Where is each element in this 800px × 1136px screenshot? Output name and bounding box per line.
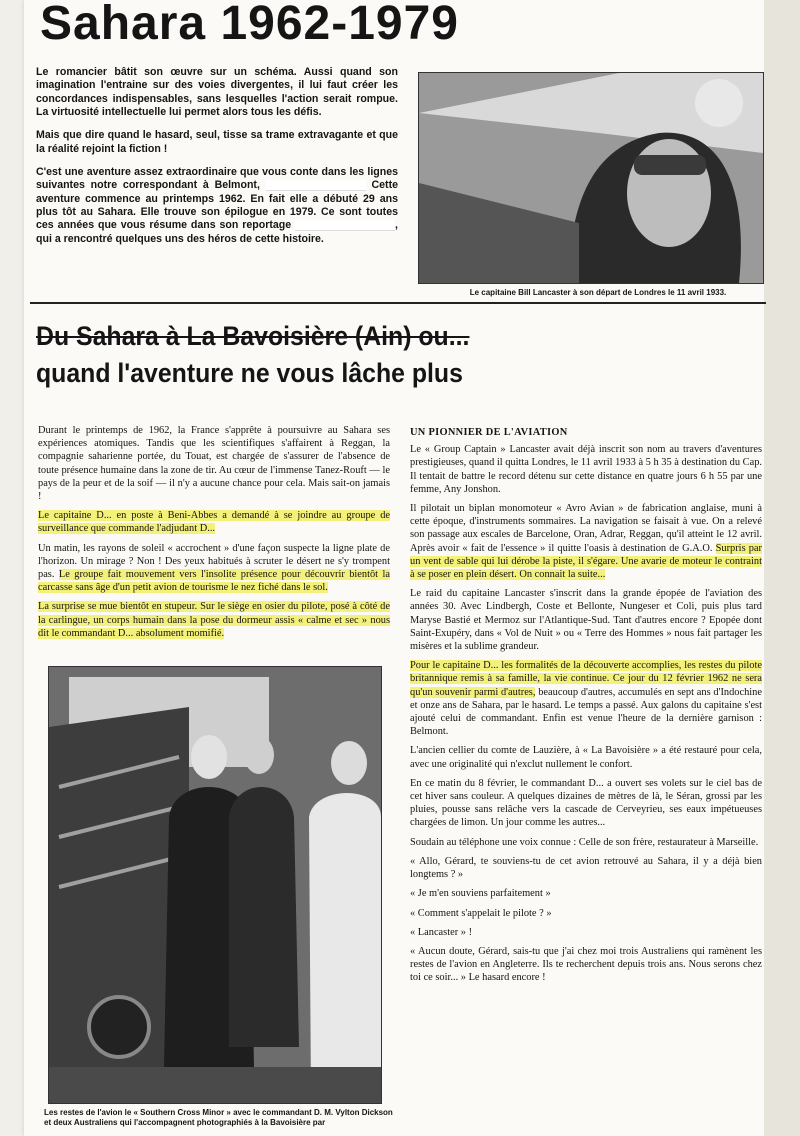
- article-paragraph: [38, 509, 390, 535]
- intro-text: C'est une aventure assez extraordinaire que vous conte dans les lignes suivantes notre correspondant à Belmont,: [36, 166, 398, 192]
- article-paragraph: Le « Group Captain » Lancaster avait déjà inscrit son nom au travers d'aventures prestigieuses, quand il quitta Londres, le 11 avril 1933 à 5 h 35 à destination du Cap. Il tentait de battre le record détenu sur cette distance en quatre jours 6 h 55 par une femme, Any Jonshon.: [410, 444, 762, 495]
- group-photo-caption: Les restes de l'avion le « Southern Cross Minor » avec le commandant D. M. Vylton Dickson et deux Australiens qui l'accompagnent photographiés à la Bavoisière par: [44, 1108, 393, 1127]
- article-headline: [36, 318, 698, 393]
- pilot-photo-caption: Le capitaine Bill Lancaster à son départ de Londres le 11 avril 1933.: [469, 288, 727, 297]
- section-heading: UN PIONNIER DE L'AVIATION: [410, 427, 568, 438]
- article-paragraph: [38, 600, 390, 640]
- dialogue-line: « Je m'en souviens parfaitement »: [410, 888, 551, 900]
- highlighted-text: Pour le capitaine D... les formalités de la découverte accomplies, les restes du pilote britannique remis à sa famille, la vie continue. Ce jour du 12 février 1962 ne sera qu'un souvenir parmi d'autres,: [410, 660, 762, 698]
- article-paragraph: [410, 659, 762, 738]
- highlighted-text: Le groupe fait mouvement vers l'insolite présence pour découvrir bientôt la carcasse sans âge d'un petit avion de tourisme le nez fiché dans le sol.: [38, 569, 390, 594]
- redacted-name: [266, 180, 366, 191]
- article-text: Un matin, les rayons de soleil « accrochent » d'une façon suspecte la ligne plate de l'horizon. Un mirage ? Non ! Des yeux habitués à scruter le désert ne s'y trompent pas.: [38, 542, 390, 581]
- article-column-right: [410, 426, 762, 991]
- article-paragraph: [410, 502, 762, 581]
- scan-margin: [764, 0, 800, 1136]
- intro-text: Cette aventure commence au printemps 1962. En fait elle a débuté 29 ans plus tôt au Sahara. Elle trouve son épilogue en 1979. Ce sont toutes ces années que vous résume dans son reportage: [36, 179, 398, 232]
- dialogue-line: « Aucun doute, Gérard, sais-tu que j'ai chez moi trois Australiens qui ramènent les restes de l'avion en Angleterre. Ils te recherchent depuis trois ans. Nous serons chez toi ce soir... » Le hasard encore !: [410, 945, 762, 984]
- intro-paragraph: Le romancier bâtit son œuvre sur un schéma. Aussi quand son imagination l'entraine sur des voies divergentes, il lui faut créer les concordances indispensables, sans lesquelles l'action serait rompue. La virtuosité intellectuelle lui permet alors tous les défis.: [36, 66, 398, 119]
- article-text: Il pilotait un biplan monomoteur « Avro Avian » de fabrication anglaise, muni à cette époque, d'instruments sommaires. La navigation se faisait à vue. On a relevé son passage aux escales de Barcelone, Oran, Adrar, Reggan, qu'il atteint le 12 avril. Après avoir « fait de l'essence » il quitte l'oasis à destination de G.A.O.: [410, 503, 762, 554]
- article-paragraph: L'ancien cellier du comte de Lauzière, à « La Bavoisière » a été restauré pour cela, avec une originalité qui n'exclut nullement le confort.: [410, 745, 762, 770]
- pilot-photo: [418, 72, 764, 284]
- dialogue-line: « Comment s'appelait le pilote ? »: [410, 907, 552, 919]
- redacted-name: [295, 220, 395, 231]
- highlighted-text: La surprise se mue bientôt en stupeur. Sur le siège en osier du pilote, posé à côté de la carlingue, un corps humain dans la pose du dormeur assis « calme et sec » nous dit le commandant D... absolument momifié.: [38, 601, 390, 639]
- article-paragraph: Le raid du capitaine Lancaster s'inscrit dans la grande épopée de l'aviation des années 30. Avec Lindbergh, Coste et Bellonte, Nungeser et Coli, puis plus tard Maryse Bastié et Mermoz sur l'Atlantique-Sud. Tant d'autres encore ? Epopée dont Saint-Exupéry, dans « Vol de Nuit » ou « Terre des Hommes » nous fait partager les misères et la sublime grandeur.: [410, 588, 762, 653]
- headline-line-2: quand l'aventure ne vous lâche plus: [36, 358, 463, 389]
- article-paragraph: Soudain au téléphone une voix connue : Celle de son frère, restaurateur à Marseille.: [410, 836, 759, 848]
- highlighted-text: Le capitaine D... en poste à Beni-Abbes a demandé à se joindre au groupe de surveillance que commande l'adjudant D...: [38, 510, 390, 535]
- highlighted-text: Surpris par un vent de sable qui lui dérobe la piste, il s'égare. Une avarie de moteur le contraint à se poser en plein désert. On connait la suite...: [410, 542, 762, 581]
- article-paragraph: Durant le printemps de 1962, la France s'apprête à poursuivre au Sahara ses expériences atomiques. Tandis que les scientifiques s'affairent à Reggan, la compagnie saharienne portée, du Touat, est chargée de s'assurer de l'absence de toute présence humaine dans la zone de tir. Au cœur de l'immense Tanez-Rouft — le pays de la peur et de la soif — il n'y a aucune chance pour cela. Mais sait-on jamais !: [38, 425, 390, 503]
- group-photo-illustration: [49, 667, 381, 1103]
- article-paragraph: En ce matin du 8 février, le commandant D... a ouvert ses volets sur le ciel bas de cet hiver sans couleur. A quelques dizaines de mètres de là, le Séran, grossi par les pluies, pousse sans relâche vers la cascade de Cerveyrieu, ses eaux impétueuses chargées de limon. Un jour comme les autres...: [410, 777, 762, 829]
- intro-block: [36, 66, 398, 256]
- article-text: beaucoup d'autres, accumulés en sept ans d'Indochine et onze ans de Sahara, par le hasard. Le temps a passé. Aux galons du capitaine s'est ajouté celui de commandant. Enfin est venue l'heure de la dernière garnison : Belmont.: [410, 686, 762, 738]
- group-photo: [48, 666, 382, 1104]
- article-column-left: [38, 424, 390, 646]
- main-headline: Sahara 1962-1979: [40, 0, 459, 50]
- pilot-photo-illustration: [419, 73, 763, 283]
- intro-text: , qui a rencontré quelques uns des héros de cette histoire.: [36, 219, 398, 245]
- dialogue-line: « Allo, Gérard, te souviens-tu de cet avion retrouvé au Sahara, il y a déjà bien longtems ? »: [410, 855, 762, 881]
- section-divider: [30, 302, 766, 304]
- intro-paragraph: [36, 166, 398, 246]
- intro-paragraph: Mais que dire quand le hasard, seul, tisse sa trame extravagante et que la réalité rejoint la fiction !: [36, 129, 398, 155]
- article-paragraph: [38, 542, 390, 595]
- headline-line-1: Du Sahara à La Bavoisière (Ain) ou...: [36, 321, 470, 351]
- dialogue-line: « Lancaster » !: [410, 926, 473, 938]
